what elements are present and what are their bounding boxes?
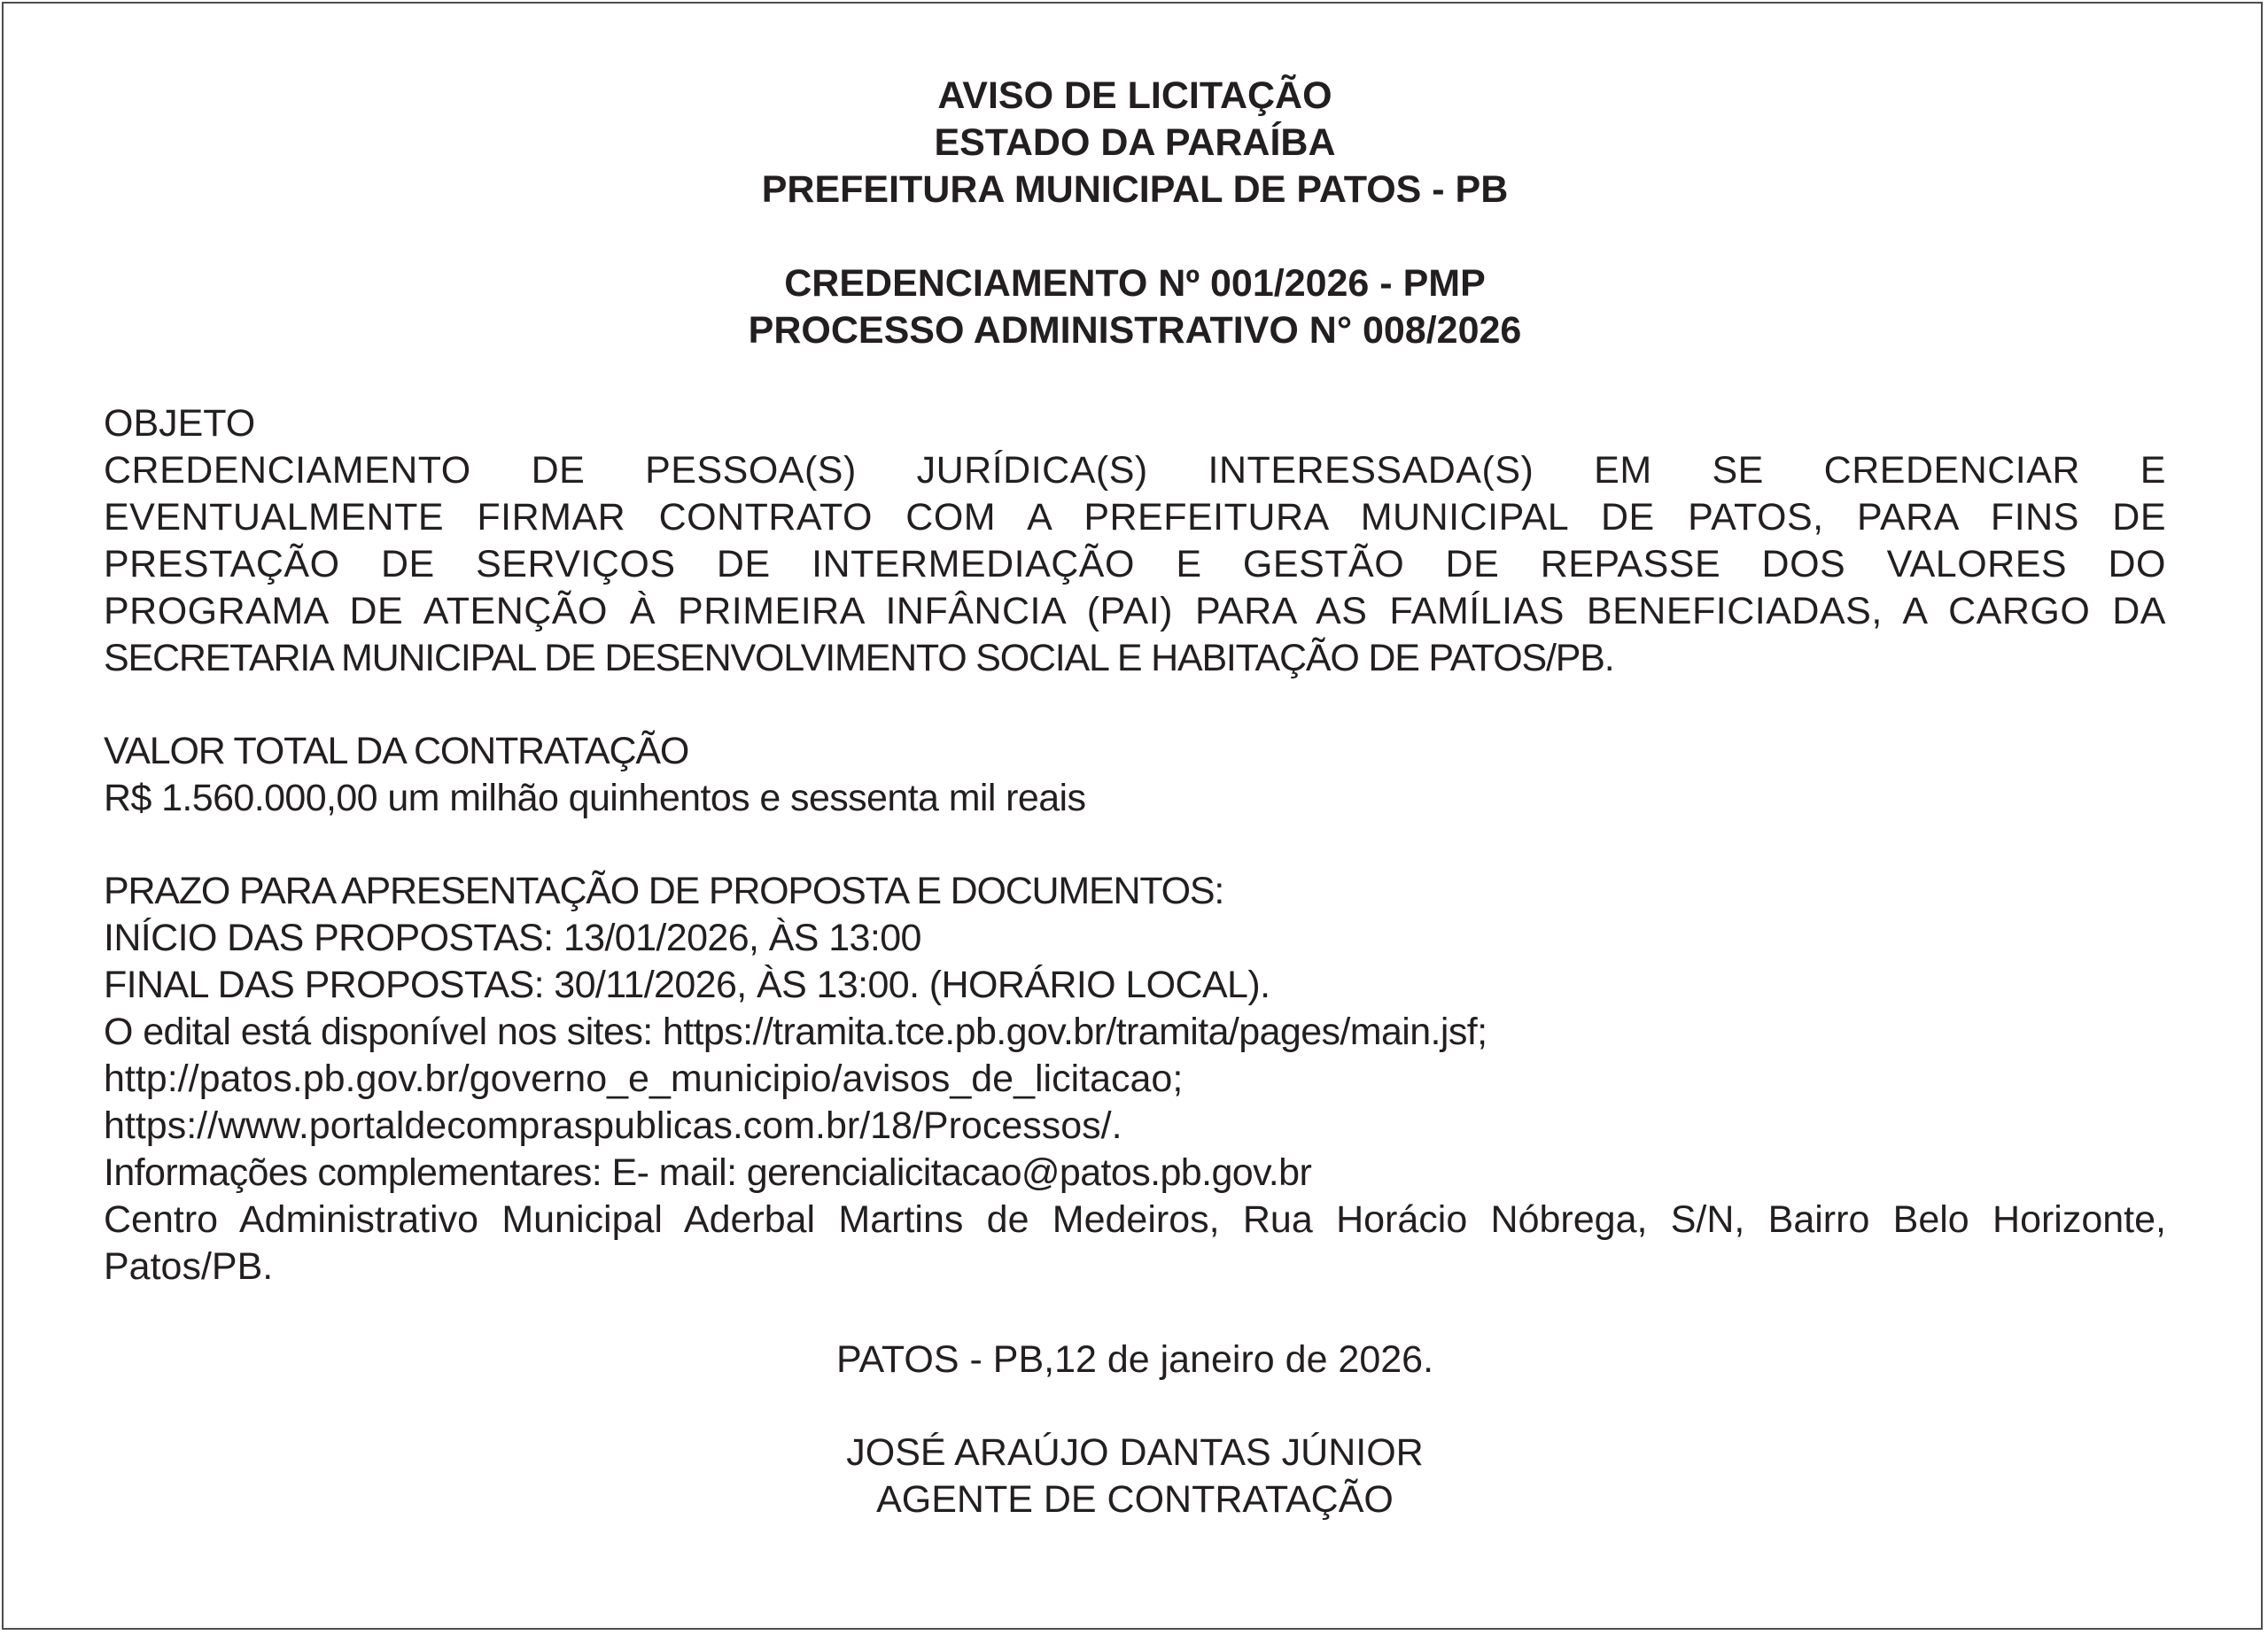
municipality-name: PREFEITURA MUNICIPAL DE PATOS - PB [761,168,1509,211]
info-email: Informações complementares: E- mail: gerencialicitacao@patos.pb.gov.br [104,1151,1312,1194]
edital-sites: O edital está disponível nos sites: https://tramita.tce.pb.gov.br/tramita/pages/main.jsf; [104,1011,1487,1053]
issue-date: PATOS - PB,12 de janeiro de 2026. [835,1338,1434,1381]
objeto-text [104,447,2166,682]
prazo-final: FINAL DAS PROPOSTAS: 30/11/2026, ÀS 13:00. (HORÁRIO LOCAL). [104,964,1270,1006]
objeto-line: SECRETARIA MUNICIPAL DE DESENVOLVIMENTO SOCIAL E HABITAÇÃO DE PATOS/PB. [104,637,1614,679]
objeto-label: OBJETO [104,402,256,445]
credenciamento-number: CREDENCIAMENTO Nº 001/2026 - PMP [784,262,1486,305]
prazo-inicio: INÍCIO DAS PROPOSTAS: 13/01/2026, ÀS 13:00 [104,917,921,959]
site-link-2: http://patos.pb.gov.br/governo_e_municipio/avisos_de_licitacao; [104,1058,1184,1100]
site-link-3: https://www.portaldecompraspublicas.com.br/18/Processos/. [104,1104,1122,1147]
objeto-line: CREDENCIAMENTO DE PESSOA(S) JURÍDICA(S) INTERESSADA(S) EM SE CREDENCIAR E [104,449,2166,492]
prazo-label: PRAZO PARA APRESENTAÇÃO DE PROPOSTA E DOCUMENTOS: [104,870,1224,912]
processo-number: PROCESSO ADMINISTRATIVO N° 008/2026 [748,309,1522,352]
notice-title: AVISO DE LICITAÇÃO [937,74,1332,117]
signer-role: AGENTE DE CONTRATAÇÃO [876,1478,1394,1521]
valor-label: VALOR TOTAL DA CONTRATAÇÃO [104,730,689,772]
objeto-line: PRESTAÇÃO DE SERVIÇOS DE INTERMEDIAÇÃO E GESTÃO DE REPASSE DOS VALORES DO [104,543,2166,585]
objeto-line: PROGRAMA DE ATENÇÃO À PRIMEIRA INFÂNCIA (PAI) PARA AS FAMÍLIAS BENEFICIADAS, A CARGO DA [104,590,2166,632]
address-city: Patos/PB. [104,1245,274,1288]
objeto-line: EVENTUALMENTE FIRMAR CONTRATO COM A PREFEITURA MUNICIPAL DE PATOS, PARA FINS DE [104,496,2166,539]
address-line: Centro Administrativo Municipal Aderbal Martins de Medeiros, Rua Horácio Nóbrega, S/N, Bairro Belo Horizonte, [104,1198,2166,1241]
valor-value: R$ 1.560.000,00 um milhão quinhentos e sessenta mil reais [104,777,1086,819]
notice-document [104,73,2166,1523]
signer-name: JOSÉ ARAÚJO DANTAS JÚNIOR [846,1431,1424,1474]
state-name: ESTADO DA PARAÍBA [934,121,1336,164]
